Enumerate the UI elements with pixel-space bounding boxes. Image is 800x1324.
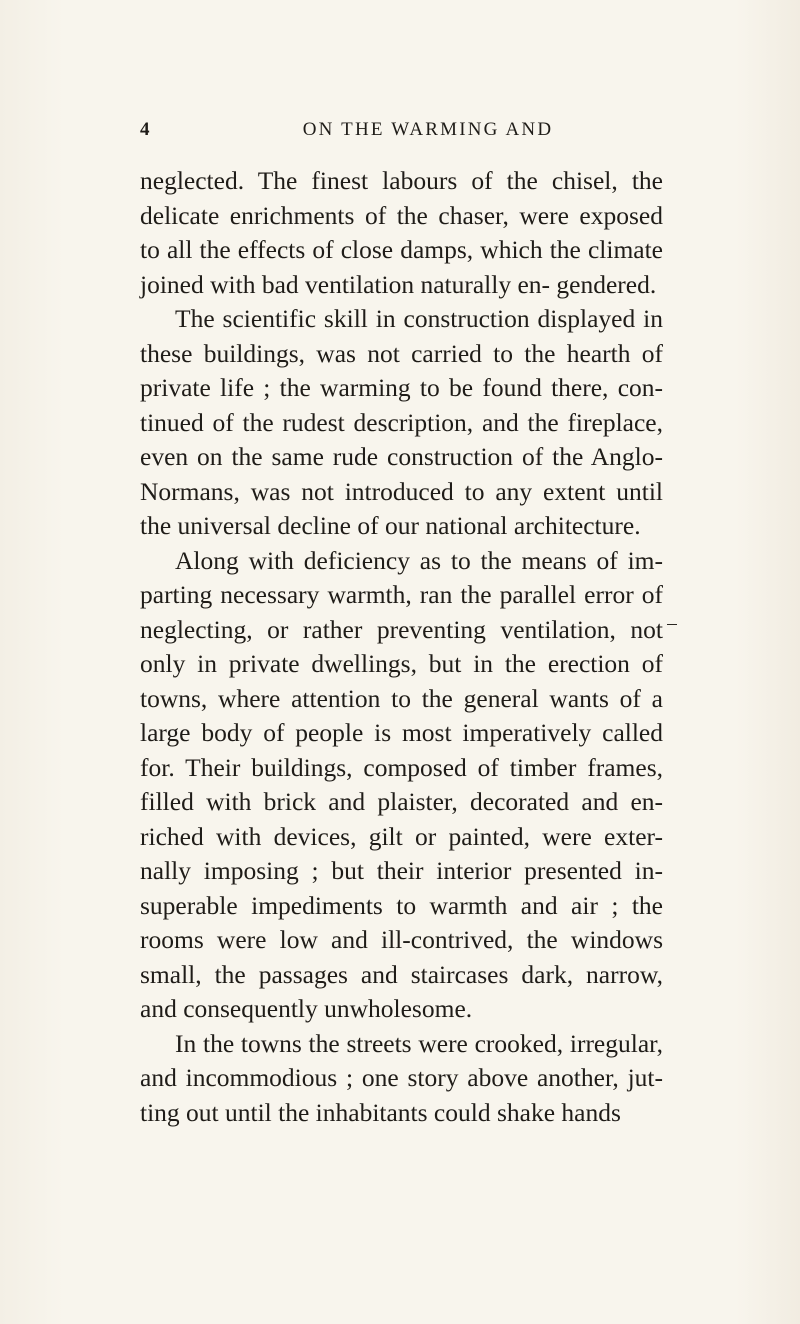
running-head-title: ON THE WARMING AND [302,119,554,140]
page-number: 4 [140,119,150,140]
paragraph-3: Along with deficiency as to the means of im- parting necessary warmth, ran the parallel error of neglecting, or rather preventing ventilation, not only in private dwellings, but in the erection of towns, where attention to the general wants of a large body of people is most imperatively called for. Their buildings, composed of timber frames, filled with brick and plaister, decorated and en- riched with devices, gilt or painted, were exter- nally imposing ; but their interior presented in- superable impediments to warmth and air ; the rooms were low and ill-contrived, the windows small, the passages and staircases dark, narrow, and consequently unwholesome. [140,545,663,1023]
margin-mark [667,624,677,625]
paragraph-4: In the towns the streets were crooked, irregular, and incommodious ; one story above another, jut- ting out until the inhabitants could shake hands [140,1028,663,1127]
paragraph-2: The scientific skill in construction displayed in these buildings, was not carried to the hearth of private life ; the warming to be found there, con- tinued of the rudest description, and the fireplace, even on the same rude construction of the Anglo- Normans, was not introduced to any extent until the universal decline of our national architecture. [140,304,663,540]
running-head [140,118,660,142]
paragraph-1: neglected. The finest labours of the chisel, the delicate enrichments of the chaser, were exposed to all the effects of close damps, which the climate joined with bad ventilation naturally en- gendered. [140,166,663,299]
body-text [140,164,663,1130]
